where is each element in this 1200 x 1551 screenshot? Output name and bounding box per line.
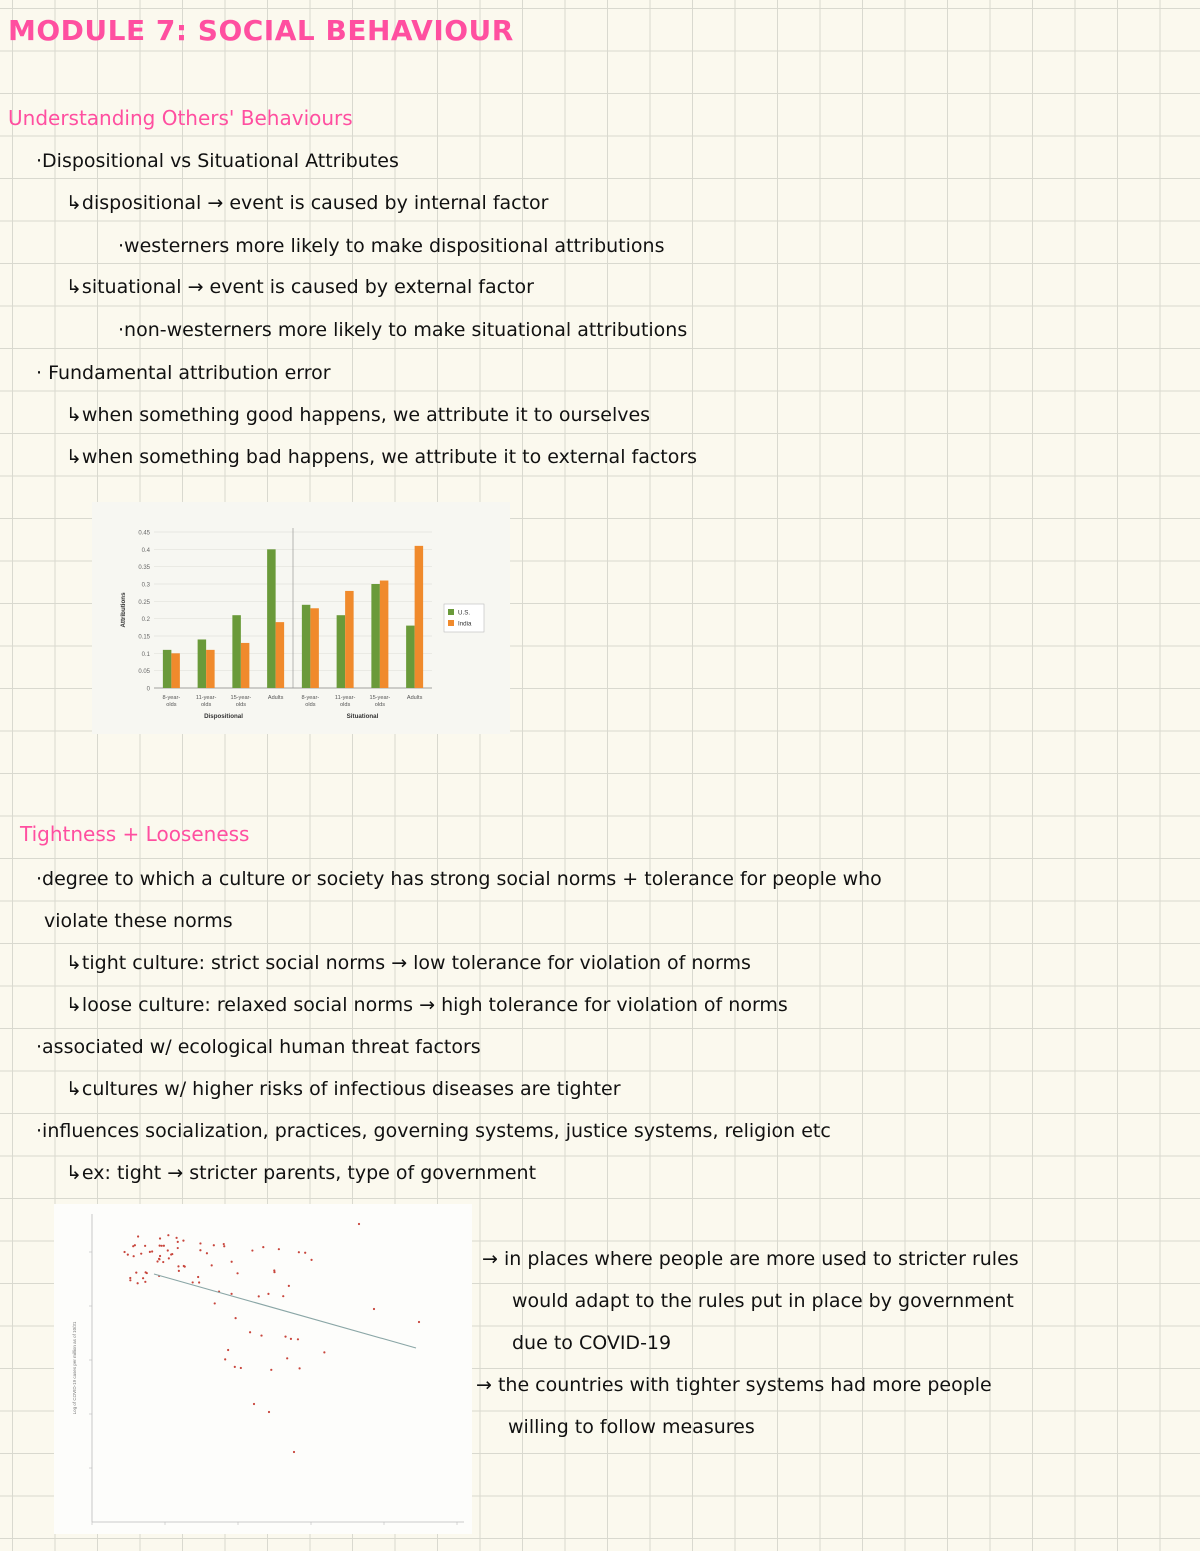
- note-line: ↳when something bad happens, we attribute it to external factors: [66, 446, 698, 468]
- legend-swatch: [448, 609, 454, 615]
- scatter-point: [358, 1223, 360, 1225]
- scatter-point: [178, 1270, 180, 1272]
- x-tick-label: Adults: [406, 695, 423, 701]
- attribution-bar-chart-panel: [92, 502, 510, 734]
- scatter-point: [149, 1251, 151, 1253]
- y-tick-label: 0.2: [141, 617, 150, 624]
- scatter-point: [135, 1272, 137, 1274]
- scatter-point: [290, 1338, 292, 1340]
- note-line: ↳dispositional → event is caused by internal factor: [66, 192, 549, 214]
- bar-india: [171, 653, 180, 688]
- scatter-point: [240, 1367, 242, 1369]
- scatter-point: [134, 1244, 136, 1246]
- note-line: ·Dispositional vs Situational Attributes: [36, 150, 399, 172]
- scatter-point: [284, 1336, 286, 1338]
- note-line: ·influences socialization, practices, governing systems, justice systems, religion etc: [36, 1120, 831, 1142]
- note-line: ↳cultures w/ higher risks of infectious diseases are tighter: [66, 1078, 621, 1100]
- scatter-point: [199, 1242, 201, 1244]
- legend-label: U.S.: [458, 609, 471, 617]
- y-axis-label: Attributions: [120, 592, 127, 628]
- y-tick-label: 0.25: [138, 599, 150, 606]
- x-tick-label: olds: [200, 702, 212, 708]
- scatter-point: [213, 1244, 215, 1246]
- bar-us: [371, 584, 380, 688]
- scatter-point: [151, 1250, 153, 1252]
- attribution-bar-chart: [92, 502, 510, 734]
- scatter-point: [323, 1351, 325, 1353]
- scatter-point: [253, 1403, 255, 1405]
- scatter-point: [133, 1255, 135, 1257]
- scatter-point: [298, 1251, 300, 1253]
- x-tick-label: 15-year-: [369, 695, 391, 701]
- x-tick-label: olds: [235, 702, 247, 708]
- scatter-point: [158, 1258, 160, 1260]
- note-line: ↳situational → event is caused by external factor: [66, 276, 534, 298]
- scatter-point: [273, 1271, 275, 1273]
- bar-india: [206, 650, 215, 688]
- scatter-point: [161, 1245, 163, 1247]
- scatter-point: [223, 1245, 225, 1247]
- scatter-point: [123, 1251, 125, 1253]
- scatter-point: [183, 1265, 185, 1267]
- scatter-point: [258, 1295, 260, 1297]
- scatter-point: [278, 1248, 280, 1250]
- y-tick-label: 0.15: [138, 634, 150, 641]
- note-line: ↳when something good happens, we attribute it to ourselves: [66, 404, 651, 426]
- bar-us: [267, 549, 276, 688]
- note-line: ·westerners more likely to make dispositional attributions: [118, 235, 665, 257]
- scatter-point: [262, 1246, 264, 1248]
- bar-india: [380, 581, 389, 688]
- bar-india: [276, 622, 285, 688]
- side-note-line: → the countries with tighter systems had more people: [476, 1374, 992, 1396]
- y-tick-label: 0.3: [141, 582, 150, 589]
- scatter-point: [175, 1237, 177, 1239]
- scatter-point: [167, 1234, 169, 1236]
- scatter-point: [214, 1302, 216, 1304]
- scatter-point: [171, 1253, 173, 1255]
- scatter-point: [159, 1245, 161, 1247]
- y-tick-label: 0: [146, 686, 150, 693]
- scatter-point: [418, 1321, 420, 1323]
- scatter-point: [159, 1237, 161, 1239]
- scatter-point: [137, 1235, 139, 1237]
- bar-us: [406, 626, 415, 688]
- scatter-point: [177, 1241, 179, 1243]
- scatter-point: [310, 1259, 312, 1261]
- legend-label: India: [458, 620, 472, 628]
- scatter-point: [249, 1331, 251, 1333]
- x-tick-label: olds: [374, 702, 386, 708]
- scatter-point: [177, 1247, 179, 1249]
- note-line: ↳tight culture: strict social norms → low tolerance for violation of norms: [66, 952, 751, 974]
- bar-india: [345, 591, 354, 688]
- scatter-point: [304, 1252, 306, 1254]
- bar-india: [415, 546, 424, 688]
- note-line: ·degree to which a culture or society has strong social norms + tolerance for people who: [36, 868, 882, 890]
- bar-us: [163, 650, 172, 688]
- scatter-point: [159, 1255, 161, 1257]
- scatter-point: [140, 1253, 142, 1255]
- scatter-point: [129, 1277, 131, 1279]
- scatter-point: [251, 1249, 253, 1251]
- scatter-point: [137, 1282, 139, 1284]
- scatter-point: [227, 1349, 229, 1351]
- scatter-point: [267, 1293, 269, 1295]
- scatter-point: [211, 1264, 213, 1266]
- side-note-line: due to COVID-19: [512, 1332, 672, 1354]
- page-title: MODULE 7: SOCIAL BEHAVIOUR: [8, 14, 514, 47]
- scatter-point: [286, 1357, 288, 1359]
- y-tick-label: 0.1: [141, 651, 150, 658]
- covid-scatter-panel: [54, 1204, 472, 1534]
- x-tick-label: olds: [166, 702, 177, 708]
- scatter-point: [127, 1254, 129, 1256]
- legend-box: [444, 604, 484, 632]
- scatter-point: [223, 1243, 225, 1245]
- scatter-point: [144, 1281, 146, 1283]
- x-tick-label: olds: [305, 702, 316, 708]
- side-note-line: → in places where people are more used to stricter rules: [482, 1248, 1019, 1270]
- note-line: ↳ex: tight → stricter parents, type of government: [66, 1162, 537, 1184]
- section-heading-tightness: Tightness + Looseness: [20, 822, 250, 846]
- note-line: violate these norms: [44, 910, 233, 932]
- x-tick-label: 11-year-: [334, 695, 356, 701]
- scatter-point: [293, 1451, 295, 1453]
- x-tick-label: 11-year-: [195, 695, 217, 701]
- scatter-point: [224, 1358, 226, 1360]
- scatter-point: [142, 1277, 144, 1279]
- scatter-point: [231, 1261, 233, 1263]
- y-axis-label: Log of COVID-19 cases per million as of 10/31: [72, 1321, 77, 1415]
- scatter-point: [145, 1271, 147, 1273]
- scatter-point: [177, 1265, 179, 1267]
- scatter-point: [236, 1272, 238, 1274]
- note-line: · Fundamental attribution error: [36, 362, 331, 384]
- scatter-point: [260, 1334, 262, 1336]
- y-tick-label: 0.45: [138, 530, 150, 537]
- x-tick-label: olds: [339, 702, 351, 708]
- scatter-point: [288, 1285, 290, 1287]
- scatter-point: [298, 1367, 300, 1369]
- scatter-point: [206, 1252, 208, 1254]
- scatter-point: [282, 1295, 284, 1297]
- y-tick-label: 0.05: [138, 669, 150, 676]
- x-tick-label: 15-year-: [230, 695, 252, 701]
- bar-india: [310, 608, 319, 688]
- scatter-point: [270, 1369, 272, 1371]
- scatter-point: [235, 1317, 237, 1319]
- bar-india: [241, 643, 250, 688]
- note-line: ↳loose culture: relaxed social norms → high tolerance for violation of norms: [66, 994, 788, 1016]
- scatter-point: [168, 1257, 170, 1259]
- scatter-point: [144, 1245, 146, 1247]
- side-note-line: willing to follow measures: [508, 1416, 755, 1438]
- scatter-point: [192, 1281, 194, 1283]
- group-label: Dispositional: [204, 713, 243, 720]
- scatter-point: [268, 1411, 270, 1413]
- legend-swatch: [448, 620, 454, 626]
- scatter-point: [182, 1239, 184, 1241]
- note-line: ·non-westerners more likely to make situational attributions: [118, 319, 688, 341]
- scatter-point: [297, 1338, 299, 1340]
- scatter-point: [163, 1245, 165, 1247]
- x-tick-label: 8-year-: [301, 695, 320, 701]
- bar-us: [302, 605, 311, 688]
- scatter-point: [230, 1293, 232, 1295]
- bar-us: [198, 639, 207, 688]
- scatter-point: [198, 1281, 200, 1283]
- scatter-point: [197, 1276, 199, 1278]
- x-tick-label: 8-year-: [162, 695, 181, 701]
- scatter-point: [129, 1279, 131, 1281]
- bar-us: [337, 615, 346, 688]
- scatter-point: [234, 1366, 236, 1368]
- covid-tightness-scatter: [54, 1204, 472, 1534]
- scatter-point: [199, 1249, 201, 1251]
- x-tick-label: Adults: [267, 695, 284, 701]
- scatter-point: [373, 1308, 375, 1310]
- note-line: ·associated w/ ecological human threat factors: [36, 1036, 481, 1058]
- y-tick-label: 0.35: [138, 565, 150, 572]
- side-note-line: would adapt to the rules put in place by government: [512, 1290, 1014, 1312]
- bar-us: [232, 615, 241, 688]
- scatter-point: [156, 1260, 158, 1262]
- group-label: Situational: [346, 713, 379, 720]
- scatter-point: [167, 1249, 169, 1251]
- scatter-point: [162, 1261, 164, 1263]
- y-tick-label: 0.4: [141, 547, 150, 554]
- section-heading-understanding: Understanding Others' Behaviours: [8, 106, 353, 130]
